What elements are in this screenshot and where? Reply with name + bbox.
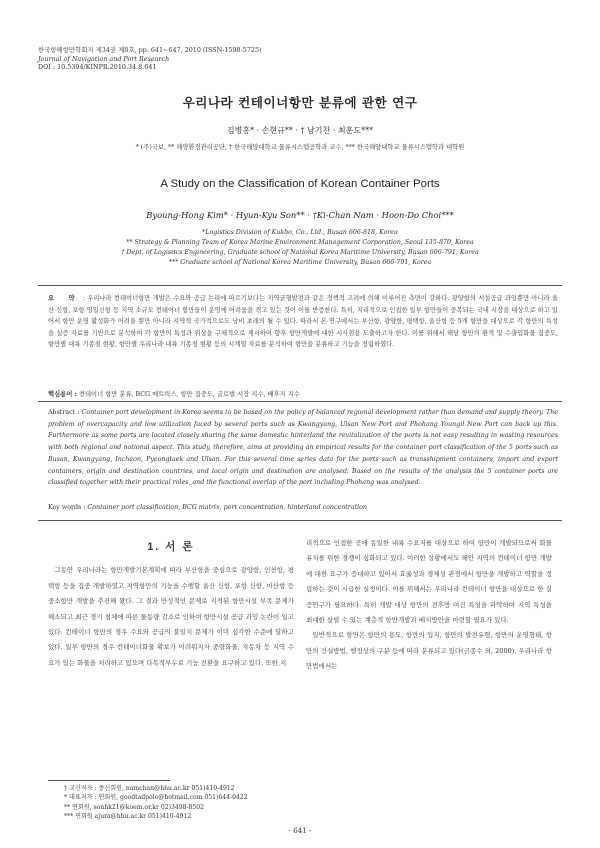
abstract-korean-text: : 우리나라 컨테이너항만 개발은 수요와 공급 논리에 따르기보다는 지역균형발전과 같은 정책적 고려에 의해 이루어진 측면이 강하다. 광양항의 시설공급 과잉뿐만 아니라 울산 신항, 포항 영일신항 등 지역 소규모 컨테이너 항만들이 운영에 어려움을 겪고 있는 것이 이를 반증한다. 특히, 지리적으로 인접한 일부 항만들이 중복되는 국내 시장을 대상으로 하고 있어서 항만 운영 활성화가 어려울 뿐만 아니라 지역적 국가적으로도 낭비 초래의 될 수 있다. 따라서 본 연구에서는 부산항, 광양항, 평택항, 울산항 등 5개 항만을 대상으로 각 항만의 특성을 실증 자료를 기반으로 분석하여 각 항만의 특성과 위상을 구체적으로 제시하여 향후 항만개발에 대한 시사점을 도출하고자 한다. 이를 위해서 해당 항만의 환적 및 수출입화물 집중도, 항만별 대륙 기종점 현황, 항만별 우리나라 내륙 기종점 현황 등의 시계열 자료를 분석하여 항만을 분류하고 기능을 정립하였다. (48, 295, 558, 349)
title-english: A Study on the Classification of Korean Container Ports (160, 178, 440, 190)
abstract-korean-label: 요 약 (48, 295, 81, 302)
abstract-top-rule (38, 285, 562, 286)
keywords-english (48, 504, 558, 511)
body-paragraph: 그동안 우리나라는 항만개발기본계획에 따라 부산항을 중심으로 광양항, 인천항, 평택항 등을 집중 개발하였고 지역항만의 기능을 수행할 울산 신항, 포항 신항, 마산항 등 중소항만 개발을 추진해 왔다. 그 결과 만성적인 문제로 지적된 항만시설 부족 문제가 해소되고 최근 경기 침체에 따른 물동량 감소로 인하여 항만시설 공급 과잉 논란이 일고 있다. 컨테이너 항만의 경우 수요와 공급의 불일치 문제가 이미 심각한 수준에 달하고 있다. 일부 항만의 경우 컨테이너화물 확보가 어려워지자 중량화물, 자동차 등 지역 수요가 있는 화물을 처리하고 있으며 다목적부두로 기능 전환을 요구하고 있다. 또한 지 (48, 566, 294, 667)
affiliation-line: † Dept. of Logistics Engineering, Graduate school of National Korea Maritime University, Busan 606-791, Korea (121, 249, 479, 256)
body-column-left (48, 537, 294, 671)
abstract-divider-rule (38, 401, 562, 402)
page-number: - 641 - (288, 826, 312, 835)
authors-english: Byoung-Hong Kim* · Hyun-Kyu Son** · †Ki-Chan Nam · Hoon-Do Choi*** (146, 210, 454, 220)
affiliation-line: *** Graduate school of National Korea Maritime University, Busan 606-791, Korea (168, 259, 432, 266)
footnote: * 대표저자 : 연회원, goodtadpole@hotmail.com 051)644-0422 (64, 794, 248, 802)
abstract-english-label: Abstract : (48, 409, 80, 416)
abstract-korean (48, 293, 558, 351)
journal-header (38, 46, 262, 72)
affiliations-korean: * (주)국보, ** 해양환경관리공단, † 한국해양대학교 물류시스템공학과 교수, *** 한국해양대학교 물류시스템학과 대학원 (135, 144, 465, 151)
title-korean: 우리나라 컨테이너항만 분류에 관한 연구 (182, 95, 418, 110)
keywords-korean (48, 389, 558, 398)
abstract-bottom-rule (38, 520, 562, 521)
affiliation-line: *Logistics Division of Kukbo, Co., Ltd., Busan 606-818, Korea (202, 229, 398, 236)
journal-citation: 한국항해항만학회지 제34권 제8호, pp. 641~647, 2010 (ISSN-1598-5725) (38, 46, 262, 54)
footnote: † 교신저자 : 종신회원, namchan@hhu.ac.kr 051)410-4912 (64, 785, 235, 792)
body-column-right (306, 536, 552, 675)
authors-korean: 김병홍* · 손현규** · † 남기찬 · 최훈도*** (226, 126, 374, 135)
footnote: *** 연회원 ajura@hhu.ac.kr 051)410-4912 (64, 812, 192, 820)
section-heading: 1. 서 론 (147, 541, 195, 553)
footnote: ** 연회원, sonhk21@koem.or.kr 02)3498-8502 (64, 803, 205, 811)
footnotes (64, 784, 248, 821)
footnote-rule (48, 780, 170, 781)
keywords-english-label: Key words : (48, 504, 86, 511)
body-paragraph: 일반적으로 항만은 항만의 용도, 항만의 입지, 항만의 발전유형, 항만의 운영형태, 항만의 건설방법, 행정상의 구분 등에 따라 분류되고 있다(금종수 외, 2000). 우리나라 항만법에서는 (306, 631, 552, 671)
affiliations-english (0, 228, 600, 268)
body-paragraph: 리적으로 인접한 곳에 동일한 내륙 수요지를 대상으로 하여 항만이 개발되므로써 화물 유치를 위한 경쟁이 심화되고 있다. 이러한 상황에서도 해안 지역의 컨테이너 항만 개발에 대한 요구가 증대하고 있어서 효율성과 경제성 관점에서 항만을 개발하고 역할을 정립하는 것이 시급한 실정이다. 이를 위해서는 우리나라 컨테이너 항만을 대상으로 한 실증연구가 필요하다. 특히 개발 대상 항만의 전후방 여건 특성을 파악하여 지역 특성을 최대한 살릴 수 있는 계층적 항만개발과 배치방안을 마련할 필요가 있다. (306, 539, 552, 625)
affiliation-line: ** Strategy & Planning Team of Korea Marine Environment Management Corporation, Seoul 135-870, Korea (126, 239, 474, 246)
journal-name-en: Journal of Navigation and Port Research (38, 54, 170, 63)
keywords-english-text: Container port classification, BCG matrix, port concentration, hinterland concentration (87, 504, 367, 511)
abstract-english-text: Container port development in Korea seems to be based on the policy of balanced regional development rather than demand and supply theory. The problem of overcapacity and low utilization faced by several ports such as Kwangyang, Ulsan New Port and Phohang Youngil New Port can back up this. Furthermore as some ports are located closely sharing the same domestic hinterland the revitalization of the ports is not easy resulting in wasting resources with both regional and national aspect. This study, therefore, aims at providing an empirical results for the container port classification of the 5 ports such as Busan, Kwangyang, Incheon, Pyeongtaek and Ulsan. For this several time series data for the ports such as transshipment containers, import and export containers, origin and destination countries, and local origin and destination are analysed. Based on the results of the analysis the 5 container ports are classified together with their practical roles, and the functional overlap of the port including Phohang was analysed. (48, 409, 558, 487)
keywords-korean-text: 컨테이너 항만 분류, BCG 매트릭스, 항만 집중도, 글로벌 시장 지수, 배후지 지수 (78, 391, 300, 398)
keywords-korean-label: 핵심용어 : (48, 391, 77, 398)
doi: DOI : 10.5394/KINPR.2010.34.8.641 (38, 63, 157, 72)
abstract-english (48, 407, 558, 489)
